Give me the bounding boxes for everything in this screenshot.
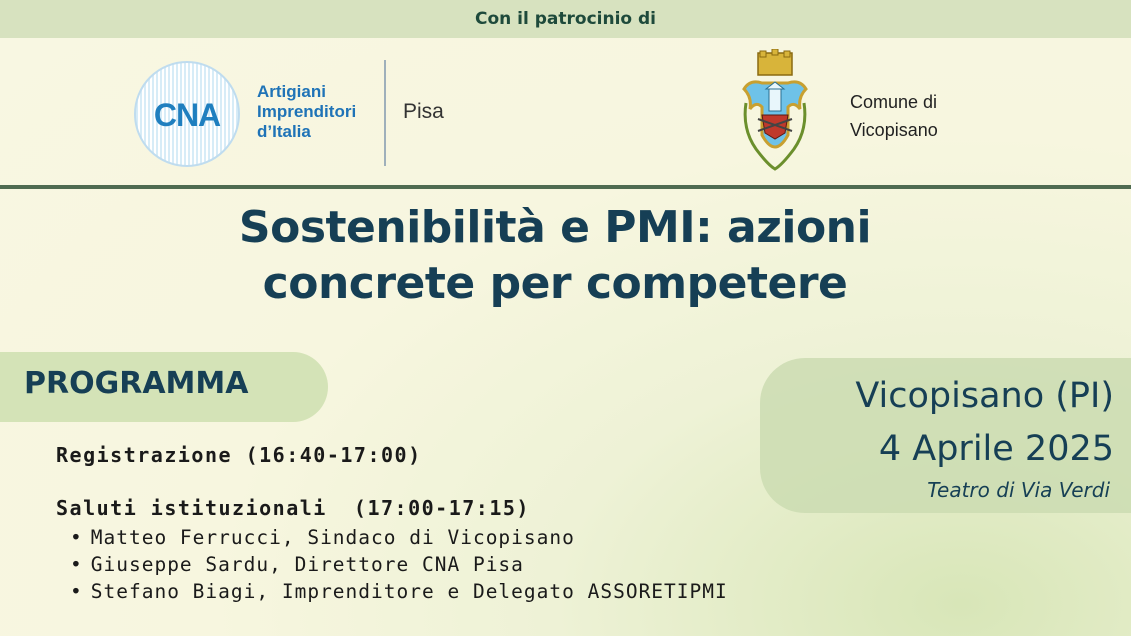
cna-city: Pisa — [403, 100, 444, 123]
event-info-pill — [760, 358, 1131, 513]
speaker-list — [70, 524, 728, 605]
cna-logo-text: CNA — [153, 97, 221, 133]
cna-line-1: Artigiani — [257, 82, 326, 101]
registration-item: Registrazione (16:40-17:00) — [56, 443, 422, 467]
programma-label: PROGRAMMA — [24, 366, 249, 401]
program-list — [56, 443, 728, 605]
patronage-label: Con il patrocinio di — [474, 9, 656, 29]
patronage-band — [0, 0, 1131, 38]
comune-line-1: Comune di — [850, 92, 938, 112]
cna-line-3: d’Italia — [257, 122, 311, 141]
event-place: Vicopisano (PI) — [855, 376, 1114, 416]
sponsor-logos — [0, 38, 1131, 186]
programma-pill — [0, 352, 328, 422]
event-title-line-1: Sostenibilità e PMI: azioni — [238, 202, 872, 253]
list-item: • Stefano Biagi, Imprenditore e Delegato ASSORETIPMI — [70, 578, 728, 605]
vicopisano-crest-icon — [740, 49, 810, 175]
list-item: • Matteo Ferrucci, Sindaco di Vicopisano — [70, 524, 728, 551]
event-date: 4 Aprile 2025 — [878, 429, 1114, 469]
cna-logo — [134, 61, 240, 167]
list-item: • Giuseppe Sardu, Direttore CNA Pisa — [70, 551, 728, 578]
event-title-line-2: concrete per competere — [262, 258, 848, 309]
section-divider — [0, 185, 1131, 189]
comune-label — [850, 88, 938, 144]
cna-line-2: Imprenditori — [257, 102, 357, 121]
greetings-item: Saluti istituzionali (17:00-17:15) — [56, 496, 530, 520]
event-venue: Teatro di Via Verdi — [927, 478, 1110, 502]
cna-description — [257, 82, 356, 142]
cna-divider — [384, 60, 386, 166]
comune-line-2: Vicopisano — [850, 120, 938, 140]
event-title — [100, 200, 1010, 312]
